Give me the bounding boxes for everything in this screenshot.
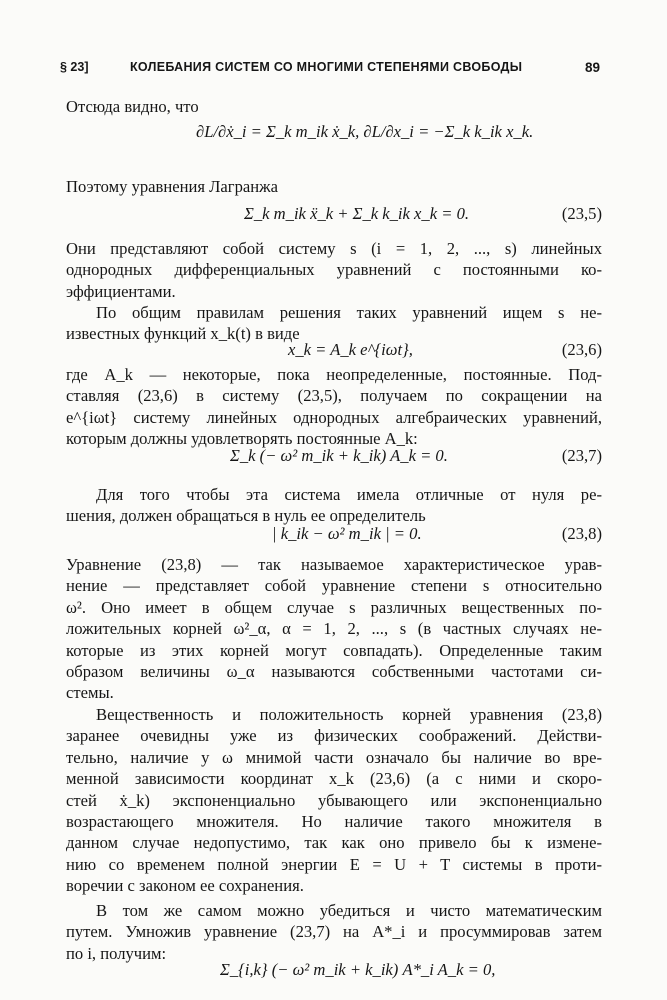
text-line: заранее очевидны уже из физических соображений. Действи- [66,726,602,746]
text-line: менной зависимости координат x_k (23,6) (а с ними и скоро- [66,769,602,789]
equation-number: (23,8) [561,524,602,543]
text-line: воречии с законом ее сохранения. [66,876,304,896]
text-line: ложительных корней ω²_α, α = 1, 2, ..., s (в частных случаях не- [66,619,602,639]
equation-text: ∂L/∂ẋ_i = Σ_k m_ik ẋ_k, ∂L/∂x_i = −Σ_k k_ik x_k. [196,122,534,141]
equation-number: (23,5) [561,204,602,223]
paragraph-reality [66,704,602,897]
equation-23-7 [66,446,602,486]
chapter-title: КОЛЕБАНИЯ СИСТЕМ СО МНОГИМИ СТЕПЕНЯМИ СВОБОДЫ [130,60,523,74]
equation-text: Σ_k m_ik ẍ_k + Σ_k k_ik x_k = 0. [244,204,470,223]
page-number: 89 [584,60,600,75]
text-line: тельно, наличие у ω мнимой части означало бы наличие во вре- [66,747,602,767]
section-marker: § 23] [60,60,89,74]
equation-final-sum [66,960,602,1000]
paragraph-substitution [66,364,602,450]
text-line: Отсюда видно, что [66,97,199,116]
paragraph-intro [66,96,602,117]
text-line: ω². Оно имеет в общем случае s различных вещественных по- [66,597,602,617]
text-line: по i, получим: [66,943,167,963]
text-line: нение — представляет собой уравнение степени s относительно [66,576,602,596]
equation-number: (23,7) [561,446,602,465]
text-line: Вещественность и положительность корней уравнения (23,8) [96,705,602,724]
equation-text: | k_ik − ω² m_ik | = 0. [272,524,422,543]
text-line: e^{iωt} систему линейных однородных алгебраических уравнений, [66,407,602,427]
text-line: шения, должен обращаться в нуль ее определитель [66,506,426,526]
text-line: данном случае недопустимо, так как оно привело бы к измене- [66,833,602,853]
paragraph-general-rules [66,302,602,345]
text-line: Для того чтобы эта система имела отличные от нуля ре- [96,485,602,504]
text-line: В том же самом можно убедиться и чисто математическим [96,901,602,920]
text-line: где A_k — некоторые, пока неопределенные, постоянные. Под- [66,365,602,384]
paragraph-nontrivial [66,484,602,527]
text-line: По общим правилам решения таких уравнений ищем s не- [96,303,602,322]
equation-number: (23,6) [561,340,602,359]
text-line: ставляя (23,6) в систему (23,5), получаем по сокращении на [66,386,602,406]
paragraph-characteristic [66,554,602,704]
text-line: возрастающего множителя. Но наличие такого множителя в [66,811,602,831]
text-line: которым должны удовлетворять постоянные A_k: [66,429,418,449]
running-head [60,60,600,80]
equation-derivatives [66,122,602,168]
paragraph-lagrange [66,176,602,197]
text-line: известных функций x_k(t) в виде [66,324,300,344]
text-line: Уравнение (23,8) — так называемое характеристическое урав- [66,555,602,574]
equation-text: Σ_{i,k} (− ω² m_ik + k_ik) A*_i A_k = 0, [220,960,496,979]
paragraph-math-proof [66,900,602,964]
text-line: путем. Умножив уравнение (23,7) на A*_i и просуммировав затем [66,922,602,942]
equation-text: x_k = A_k e^{iωt}, [288,340,413,359]
paragraph-system [66,238,602,302]
text-line: Поэтому уравнения Лагранжа [66,177,278,196]
equation-text: Σ_k (− ω² m_ik + k_ik) A_k = 0. [230,446,448,465]
text-line: эффициентами. [66,281,176,301]
text-line: однородных дифференциальных уравнений с постоянными ко- [66,260,602,280]
text-line: которые из этих корней могут совпадать). Определенные таким [66,640,602,660]
text-line: образом величины ω_α называются собственными частотами си- [66,661,602,681]
text-line: стемы. [66,683,114,703]
text-line: нию со временем полной энергии E = U + T системы в проти- [66,854,602,874]
text-line: стей ẋ_k) экспоненциально убывающего или экспоненциально [66,790,602,810]
text-line: Они представляют собой систему s (i = 1, 2, ..., s) линейных [66,239,602,258]
